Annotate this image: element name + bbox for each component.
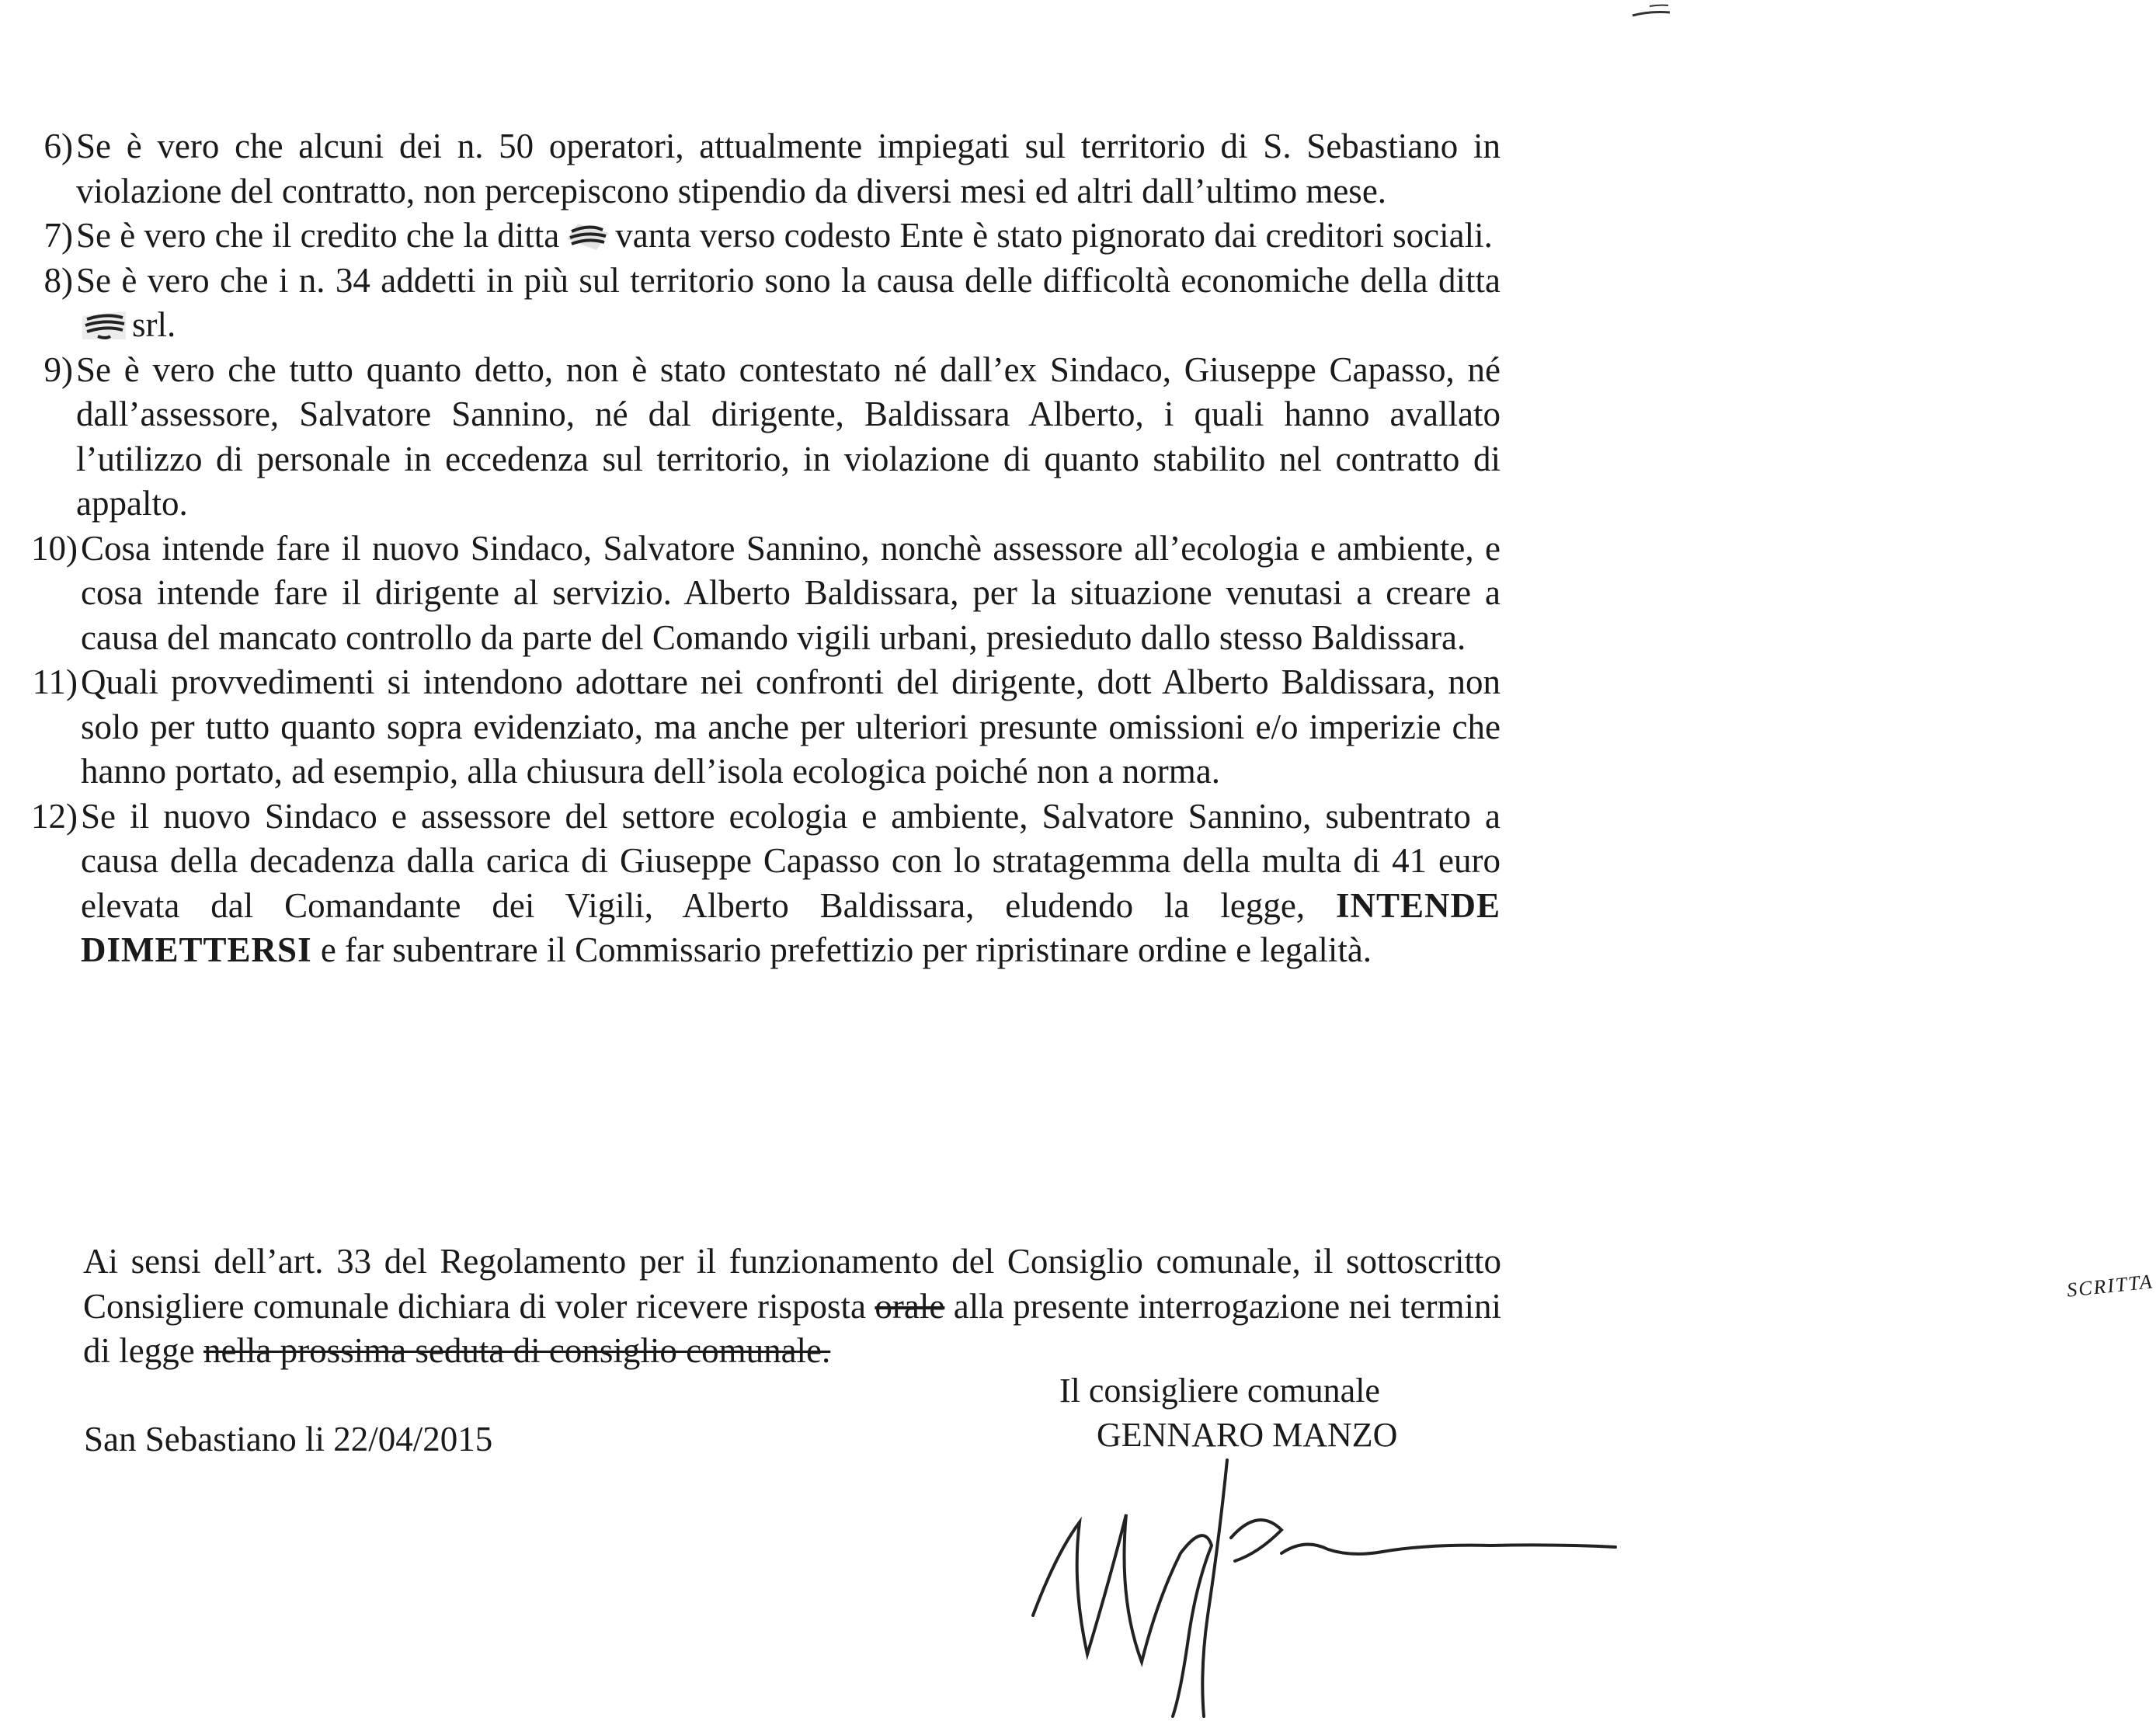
corner-mark [1626,0,1673,23]
item-text: Se il nuovo Sindaco e assessore del settore ecologia e ambiente, Salvatore Sannino, subentrato a causa della decadenza dalla carica di Giuseppe Capasso con lo stratagemma della multa di 41 euro elevata dal Comandante dei Vigili, Alberto Baldissara, eludendo la legge, INTENDE DIMETTERSI e far subentrare il Commissario prefettizio per ripristinare ordine e legalità. [81,796,1501,969]
list-item [9,348,1501,527]
item-text: Se è vero che alcuni dei n. 50 operatori, attualmente impiegati sul territorio di S. Sebastiano in violazione del contratto, non percepiscono stipendio da diversi mesi ed altri dall’ultimo mese. [76,127,1501,210]
item-number: 11) [32,662,78,701]
redaction-scribble-icon [79,308,129,342]
list-item [9,124,1501,214]
handwritten-signature [1025,1460,1631,1724]
signatory-title: Il consigliere comunale [1059,1372,1380,1410]
item-text: Quali provvedimenti si intendono adottare nei confronti del dirigente, dott Alberto Baldissara, non solo per tutto quanto sopra evidenziato, ma anche per ulteriori presunte omissioni e/o imperizie che hanno portato, ad esempio, alla chiusura dell’isola ecologica poiché non a norma. [81,662,1501,791]
item-number: 12) [31,796,78,836]
item-text: Se è vero che i n. 34 addetti in più sul territorio sono la causa delle difficoltà economiche della dittasrl. [76,260,1501,344]
closing-paragraph: Ai sensi dell’art. 33 del Regolamento per il funzionamento del Consiglio comunale, il sottoscritto Consigliere comunale dichiara di voler ricevere risposta orale SCRITTA alla presente interrogazione nei termini di legge nella prossima seduta di consiglio comunale. [83,1242,2155,1370]
struck-text: nella prossima seduta di consiglio comunale. [203,1331,831,1370]
item-text: Cosa intende fare il nuovo Sindaco, Salvatore Sannino, nonchè assessore all’ecologia e ambiente, e cosa intende fare il dirigente al servizio. Alberto Baldissara, per la situazione venutasi a creare a causa del mancato controllo da parte del Comando vigili urbani, presieduto dallo stesso Baldissara. [81,528,1501,657]
emphasis-text: INTENDE DIMETTERSI [81,885,1501,969]
place-date: San Sebastiano li 22/04/2015 [84,1420,493,1459]
list-item [9,214,1501,259]
item-text: Se è vero che il credito che la ditta vanta verso codesto Ente è stato pignorato dai creditori sociali. [76,216,1493,255]
item-number: 7) [43,216,73,255]
item-number: 6) [43,127,73,165]
list-item [9,660,1501,794]
item-number: 8) [43,260,73,300]
item-number: 9) [43,349,73,389]
list-item [9,527,1501,661]
list-item [9,794,1501,973]
signatory-name: GENNARO MANZO [1097,1416,1398,1454]
handwritten-insertion: SCRITTA [2066,1269,2155,1302]
redaction-scribble-icon [562,219,612,253]
struck-word: orale [875,1286,945,1326]
item-number: 10) [31,528,78,568]
question-list [9,124,1501,973]
item-text: Se è vero che tutto quanto detto, non è stato contestato né dall’ex Sindaco, Giuseppe Capasso, né dall’assessore, Salvatore Sannino, né dal dirigente, Baldissara Alberto, i quali hanno avallato l’utilizzo di personale in eccedenza sul territorio, in violazione di quanto stabilito nel contratto di appalto. [76,349,1501,523]
list-item [9,259,1501,348]
